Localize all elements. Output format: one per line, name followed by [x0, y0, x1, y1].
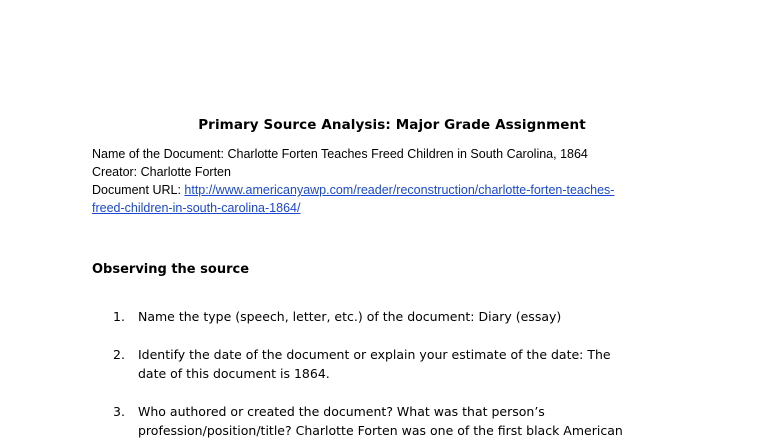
question-number: 3. — [113, 404, 125, 419]
document-url-link[interactable]: http://www.americanyawp.com/reader/reconstruction/charlotte-forten-teaches- — [184, 183, 615, 197]
question-text: Name the type (speech, letter, etc.) of the document: Diary (essay) — [138, 309, 562, 324]
question-3 — [113, 402, 713, 440]
section-heading: Observing the source — [92, 262, 250, 277]
question-text: Identify the date of the document or explain your estimate of the date: The — [138, 347, 611, 362]
question-number: 2. — [113, 347, 125, 362]
question-2 — [113, 345, 713, 383]
question-number: 1. — [113, 309, 125, 324]
document-url-line — [92, 181, 614, 199]
document-url-label: Document URL: — [92, 183, 185, 197]
document-url-link-continued[interactable]: freed-children-in-south-carolina-1864/ — [92, 201, 301, 215]
document-title: Primary Source Analysis: Major Grade Assignment — [198, 117, 586, 133]
question-text-continued: date of this document is 1864. — [138, 366, 330, 381]
document-url-line-2 — [92, 199, 300, 217]
question-1 — [113, 307, 713, 326]
document-name-line: Name of the Document: Charlotte Forten Teaches Freed Children in South Carolina, 1864 — [92, 147, 588, 161]
question-text-continued: profession/position/title? Charlotte Forten was one of the first black American — [138, 423, 623, 438]
question-text: Who authored or created the document? What was that person’s — [138, 404, 545, 419]
creator-line: Creator: Charlotte Forten — [92, 165, 231, 179]
